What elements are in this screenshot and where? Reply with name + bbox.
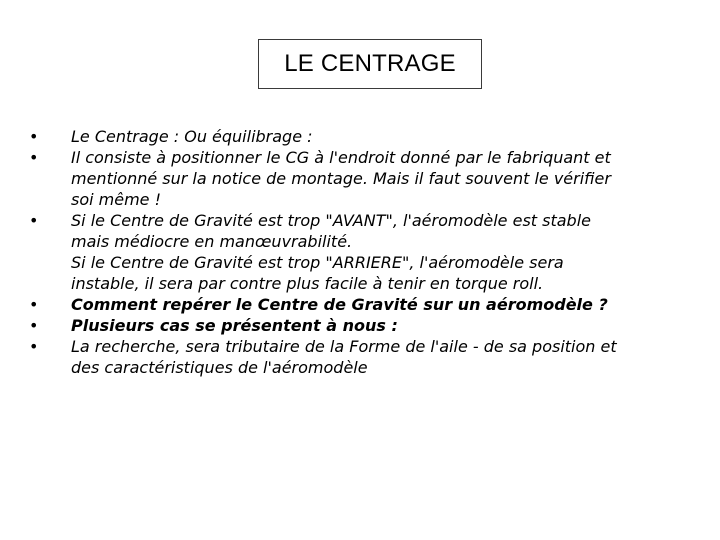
bullet-text-line: Il consiste à positionner le CG à l'endroit donné par le fabriquant et [71, 148, 611, 167]
bullet-text-line: mais médiocre en manœuvrabilité. [71, 232, 353, 251]
bullet-icon: • [29, 337, 39, 356]
bullet-text-line: soi même ! [71, 190, 162, 209]
list-item [25, 336, 680, 378]
bullet-icon: • [29, 148, 39, 167]
bullet-text-line: Comment repérer le Centre de Gravité sur un aéromodèle ? [71, 295, 608, 314]
title-box [258, 39, 482, 89]
list-item [25, 147, 680, 210]
list-item [25, 315, 680, 336]
bullet-text-line: Plusieurs cas se présentent à nous : [71, 316, 398, 335]
bullet-text-line: Si le Centre de Gravité est trop "AVANT", l'aéromodèle est stable [71, 211, 591, 230]
bullet-text-line: instable, il sera par contre plus facile à tenir en torque roll. [71, 274, 544, 293]
bullet-text-line: mentionné sur la notice de montage. Mais il faut souvent le vérifier [71, 169, 611, 188]
bullet-list [25, 126, 680, 378]
bullet-icon: • [29, 295, 39, 314]
bullet-icon: • [29, 211, 39, 230]
bullet-text-line: Si le Centre de Gravité est trop "ARRIERE", l'aéromodèle sera [71, 253, 564, 272]
bullet-icon: • [29, 127, 39, 146]
bullet-text-line: Le Centrage : Ou équilibrage : [71, 127, 313, 146]
list-item [25, 210, 680, 294]
list-item [25, 294, 680, 315]
bullet-text-line: des caractéristiques de l'aéromodèle [71, 358, 368, 377]
bullet-icon: • [29, 316, 39, 335]
page-title: LE CENTRAGE [284, 50, 456, 77]
list-item [25, 126, 680, 147]
bullet-text-line: La recherche, sera tributaire de la Forme de l'aile - de sa position et [71, 337, 617, 356]
